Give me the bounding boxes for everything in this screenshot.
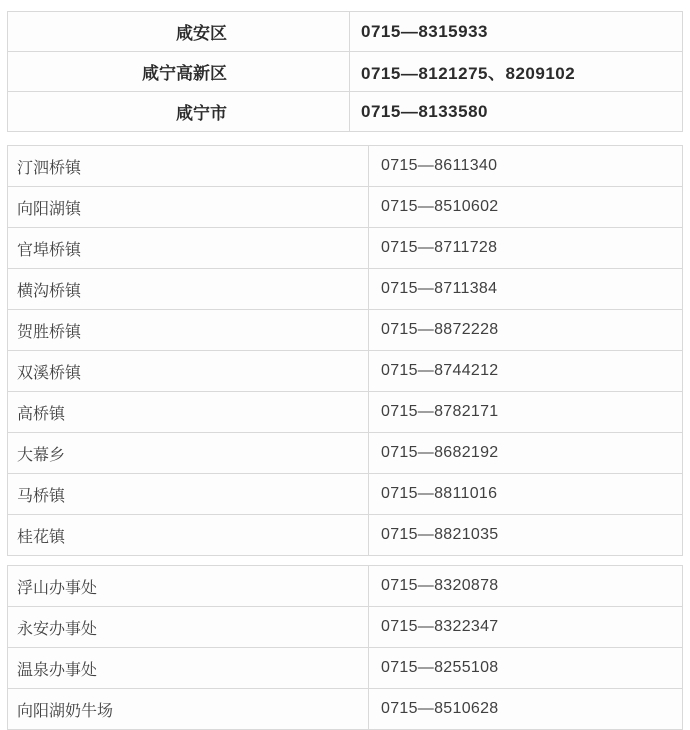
- table-row: [8, 92, 683, 132]
- region-name: 马桥镇: [8, 474, 369, 515]
- table-row: [8, 689, 683, 730]
- phone-number: 0715—8711384: [369, 269, 683, 310]
- phone-number: 0715—8782171: [369, 392, 683, 433]
- region-name: 大幕乡: [8, 433, 369, 474]
- table-row: [8, 607, 683, 648]
- phone-number: 0715—8872228: [369, 310, 683, 351]
- phone-number: 0715—8510628: [369, 689, 683, 730]
- region-name: 浮山办事处: [8, 566, 369, 607]
- table-row: [8, 310, 683, 351]
- phone-number: 0715—8811016: [369, 474, 683, 515]
- district-phone-table: [7, 11, 683, 132]
- phone-number: 0715—8821035: [369, 515, 683, 556]
- table-row: [8, 146, 683, 187]
- table-row: [8, 474, 683, 515]
- phone-number: 0715—8744212: [369, 351, 683, 392]
- region-name: 咸宁市: [8, 92, 350, 132]
- region-name: 横沟桥镇: [8, 269, 369, 310]
- region-name: 向阳湖奶牛场: [8, 689, 369, 730]
- table-row: [8, 351, 683, 392]
- phone-number: 0715—8682192: [369, 433, 683, 474]
- region-name: 咸宁高新区: [8, 52, 350, 92]
- phone-number: 0715—8121275、8209102: [350, 52, 683, 92]
- office-phone-table: [7, 565, 683, 730]
- region-name: 永安办事处: [8, 607, 369, 648]
- region-name: 高桥镇: [8, 392, 369, 433]
- table-row: [8, 392, 683, 433]
- table-row: [8, 269, 683, 310]
- region-name: 汀泗桥镇: [8, 146, 369, 187]
- table-row: [8, 566, 683, 607]
- region-name: 双溪桥镇: [8, 351, 369, 392]
- table-row: [8, 515, 683, 556]
- phone-number: 0715—8611340: [369, 146, 683, 187]
- region-name: 向阳湖镇: [8, 187, 369, 228]
- region-name: 桂花镇: [8, 515, 369, 556]
- table-row: [8, 228, 683, 269]
- phone-number: 0715—8711728: [369, 228, 683, 269]
- phone-number: 0715—8255108: [369, 648, 683, 689]
- phone-number: 0715—8320878: [369, 566, 683, 607]
- phone-number: 0715—8315933: [350, 12, 683, 52]
- table-row: [8, 187, 683, 228]
- region-name: 贺胜桥镇: [8, 310, 369, 351]
- town-phone-table: [7, 145, 683, 556]
- table-row: [8, 52, 683, 92]
- table-row: [8, 648, 683, 689]
- phone-number: 0715—8322347: [369, 607, 683, 648]
- phone-number: 0715—8133580: [350, 92, 683, 132]
- region-name: 官埠桥镇: [8, 228, 369, 269]
- region-name: 温泉办事处: [8, 648, 369, 689]
- region-name: 咸安区: [8, 12, 350, 52]
- phone-number: 0715—8510602: [369, 187, 683, 228]
- table-row: [8, 433, 683, 474]
- table-row: [8, 12, 683, 52]
